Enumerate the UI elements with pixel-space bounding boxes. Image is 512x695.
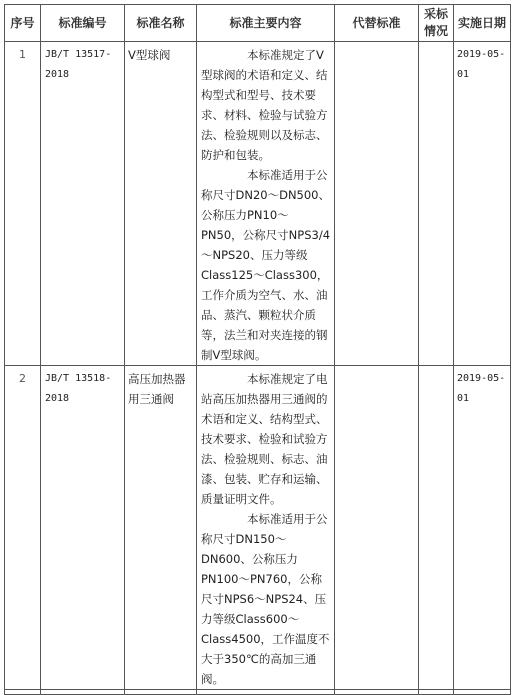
cell-adopt — [419, 366, 454, 690]
header-name: 标准名称 — [125, 5, 197, 42]
cell-cut — [125, 690, 197, 695]
cell-cut — [41, 690, 125, 695]
cell-name: 高压加热器用三通阀 — [125, 366, 197, 690]
header-code: 标准编号 — [41, 5, 125, 42]
table-row — [5, 366, 511, 690]
cell-name: V型球阀 — [125, 42, 197, 366]
header-no: 序号 — [5, 5, 41, 42]
cell-content — [197, 366, 335, 690]
header-date: 实施日期 — [454, 5, 511, 42]
cell-code: JB/T 13518-2018 — [41, 366, 125, 690]
cell-cut — [419, 690, 454, 695]
cell-date: 2019-05-01 — [454, 42, 511, 366]
content-paragraph-1: 本标准规定了电站高压加热器用三通阀的术语和定义、结构型式、技术要求、检验和试验方法、检验规则、标志、油漆、包装、贮存和运输、质量证明文件。 — [201, 372, 328, 506]
cell-no: 2 — [5, 366, 41, 690]
cell-replace — [335, 42, 419, 366]
header-content: 标准主要内容 — [197, 5, 335, 42]
cell-cut — [5, 690, 41, 695]
table-header-row — [5, 5, 511, 42]
cell-cut — [335, 690, 419, 695]
cell-code: JB/T 13517-2018 — [41, 42, 125, 366]
content-paragraph-1: 本标准规定了V型球阀的术语和定义、结构型式和型号、技术要求、材料、检验与试验方法、检验规则以及标志、防护和包装。 — [201, 48, 328, 162]
cell-cut — [197, 690, 335, 695]
cell-no: 1 — [5, 42, 41, 366]
table-row — [5, 42, 511, 366]
cell-content — [197, 42, 335, 366]
cell-adopt — [419, 42, 454, 366]
content-paragraph-2: 本标准适用于公称尺寸DN150～DN600、公称压力PN100～PN760，公称尺寸NPS6～NPS24、压力等级Class600～Class4500，工作温度不大于350℃的高加三通阀。 — [201, 512, 330, 686]
standards-table — [4, 4, 511, 695]
header-adopt: 采标情况 — [419, 5, 454, 42]
cell-date: 2019-05-01 — [454, 366, 511, 690]
cell-replace — [335, 366, 419, 690]
cell-cut — [454, 690, 511, 695]
header-replace: 代替标准 — [335, 5, 419, 42]
table-row-partial — [5, 690, 511, 695]
content-paragraph-2: 本标准适用于公称尺寸DN20～DN500、公称压力PN10～PN50，公称尺寸NPS3/4～NPS20、压力等级Class125～Class300，工作介质为空气、水、油品、蒸汽、颗粒状介质等，法兰和对夹连接的钢制V型球阀。 — [201, 168, 331, 362]
